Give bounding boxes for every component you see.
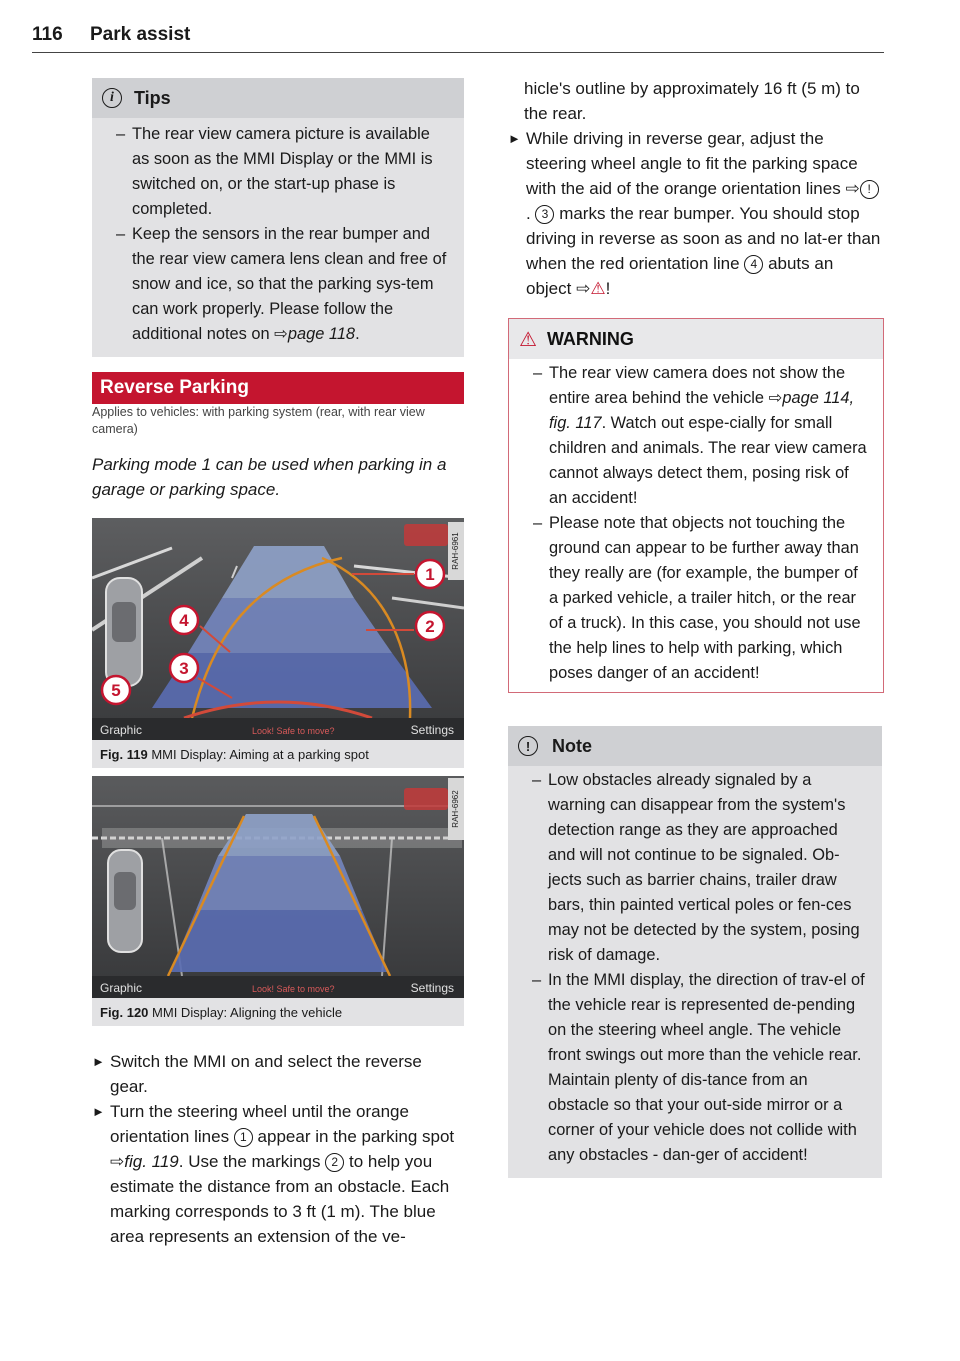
- warning-header: [509, 319, 883, 359]
- marker-1: [416, 560, 444, 588]
- marker-3: [170, 654, 198, 682]
- graphic-label: Graphic: [100, 723, 143, 737]
- info-icon: i: [102, 88, 122, 108]
- marker-4: [170, 606, 198, 634]
- mmi-display-aligning: [92, 776, 464, 998]
- graphic-label: Graphic: [100, 981, 143, 995]
- note-item: – In the MMI display, the direction of trav-el of the vehicle rear is represented de-pending on the steering wheel angle. The vehicle front swings out more than the vehicle rear. Maintain plenty of dis-tance from an obstacle so that your out-side mirror or a corner of your vehicle does not collide with any obstacles - dan-ger of accident!: [532, 971, 865, 1164]
- mmi-display-aiming: [92, 518, 464, 740]
- left-steps: [92, 1049, 464, 1249]
- settings-label: Settings: [410, 981, 454, 995]
- step-item: ► Switch the MMI on and select the reverse gear.: [92, 1052, 422, 1096]
- tips-item: – The rear view camera picture is available as soon as the MMI Display or the MMI is switched on, or the start-up phase is completed.: [116, 125, 433, 218]
- warning-item: – Please note that objects not touching the ground can appear to be further away than they really are (for example, the bumper of a parked vehicle, a trailer hitch, or the rear of a truck). In this case, you should not use the help lines to help with parking, which poses danger of an accident!: [533, 514, 861, 682]
- note-item: – Low obstacles already signaled by a warning can disappear from the system's detection range as they are approached and will not continue to be signaled. Ob-jects such as barrier chains, trailer draw bars, thin painted vertical poles or fen-ces may not be detected by the system, posing risk of damage.: [532, 771, 860, 964]
- figure-caption: Fig. 119 MMI Display: Aiming at a parking spot: [100, 747, 369, 762]
- warning-item: – The rear view camera does not show the entire area behind the vehicle ⇨page 114, fig. 117. Watch out espe-cially for small children and animals. The rear view camera cannot always detect them, posing risk of an accident!: [533, 364, 867, 507]
- svg-text:2: 2: [425, 617, 435, 636]
- figure-link[interactable]: ⇨fig. 119: [110, 1152, 179, 1171]
- tips-header: [92, 78, 464, 118]
- step-item: ► While driving in reverse gear, adjust the steering wheel angle to fit the parking space with the aid of the orange orientation lines ⇨ !. 3 marks the rear bumper. You should stop driving in reverse as soon as and no lat-er than when the red orientation line 4 abuts an object ⇨⚠!: [508, 129, 881, 298]
- warning-ref-icon: !: [860, 180, 879, 199]
- tips-page-link[interactable]: ⇨page 118: [274, 325, 356, 343]
- settings-label: Settings: [410, 723, 454, 737]
- step-continuation: hicle's outline by approximately 16 ft (5 m) to the rear.: [524, 79, 860, 123]
- marker-5: [102, 676, 130, 704]
- note-header: [508, 726, 882, 766]
- figure-119: [92, 518, 464, 768]
- right-steps: [508, 76, 882, 301]
- warning-triangle-icon: ⚠: [590, 279, 606, 298]
- note-icon: !: [518, 736, 538, 756]
- applies-note: Applies to vehicles: with parking system (rear, with rear view camera): [92, 405, 425, 436]
- alert-label: Look! Safe to move?: [252, 726, 335, 736]
- tips-box: [92, 78, 464, 357]
- figure-code: RAH-6962: [451, 790, 460, 828]
- svg-text:4: 4: [179, 611, 189, 630]
- alert-label: Look! Safe to move?: [252, 984, 335, 994]
- figure-120: [92, 776, 464, 1026]
- marker-2: [416, 612, 444, 640]
- figure-caption: Fig. 120 MMI Display: Aligning the vehicle: [100, 1005, 343, 1020]
- svg-text:1: 1: [425, 565, 435, 584]
- page-header: [32, 24, 884, 53]
- page-number: 116: [32, 24, 63, 45]
- figure-code: RAH-6961: [451, 532, 460, 570]
- warning-box: [508, 318, 884, 693]
- note-box: [508, 726, 882, 1178]
- warning-icon: ⚠: [519, 328, 537, 351]
- note-title: Note: [552, 735, 592, 756]
- svg-text:3: 3: [179, 659, 189, 678]
- tips-item: – Keep the sensors in the rear bumper and the rear view camera lens clean and free of snow and ice, so that the parking sys-tem can work properly. Please follow the additional notes on ⇨page 118.: [116, 225, 447, 343]
- section-intro: Parking mode 1 can be used when parking in a garage or parking space.: [92, 455, 447, 499]
- step-item: ► Turn the steering wheel until the orange orientation lines 1 appear in the parking spot ⇨fig. 119. Use the markings 2 to help you estimate the distance from an obstacle. Each marking corresponds to 3 ft (1 m). The blue area represents an extension of the ve-: [92, 1102, 455, 1246]
- page-link[interactable]: ⇨page 114, fig. 117: [549, 389, 855, 432]
- warning-title: WARNING: [546, 328, 634, 349]
- svg-text:5: 5: [111, 681, 121, 700]
- section-title: Reverse Parking: [92, 372, 464, 404]
- tips-title: Tips: [134, 87, 171, 108]
- running-title: Park assist: [90, 24, 191, 45]
